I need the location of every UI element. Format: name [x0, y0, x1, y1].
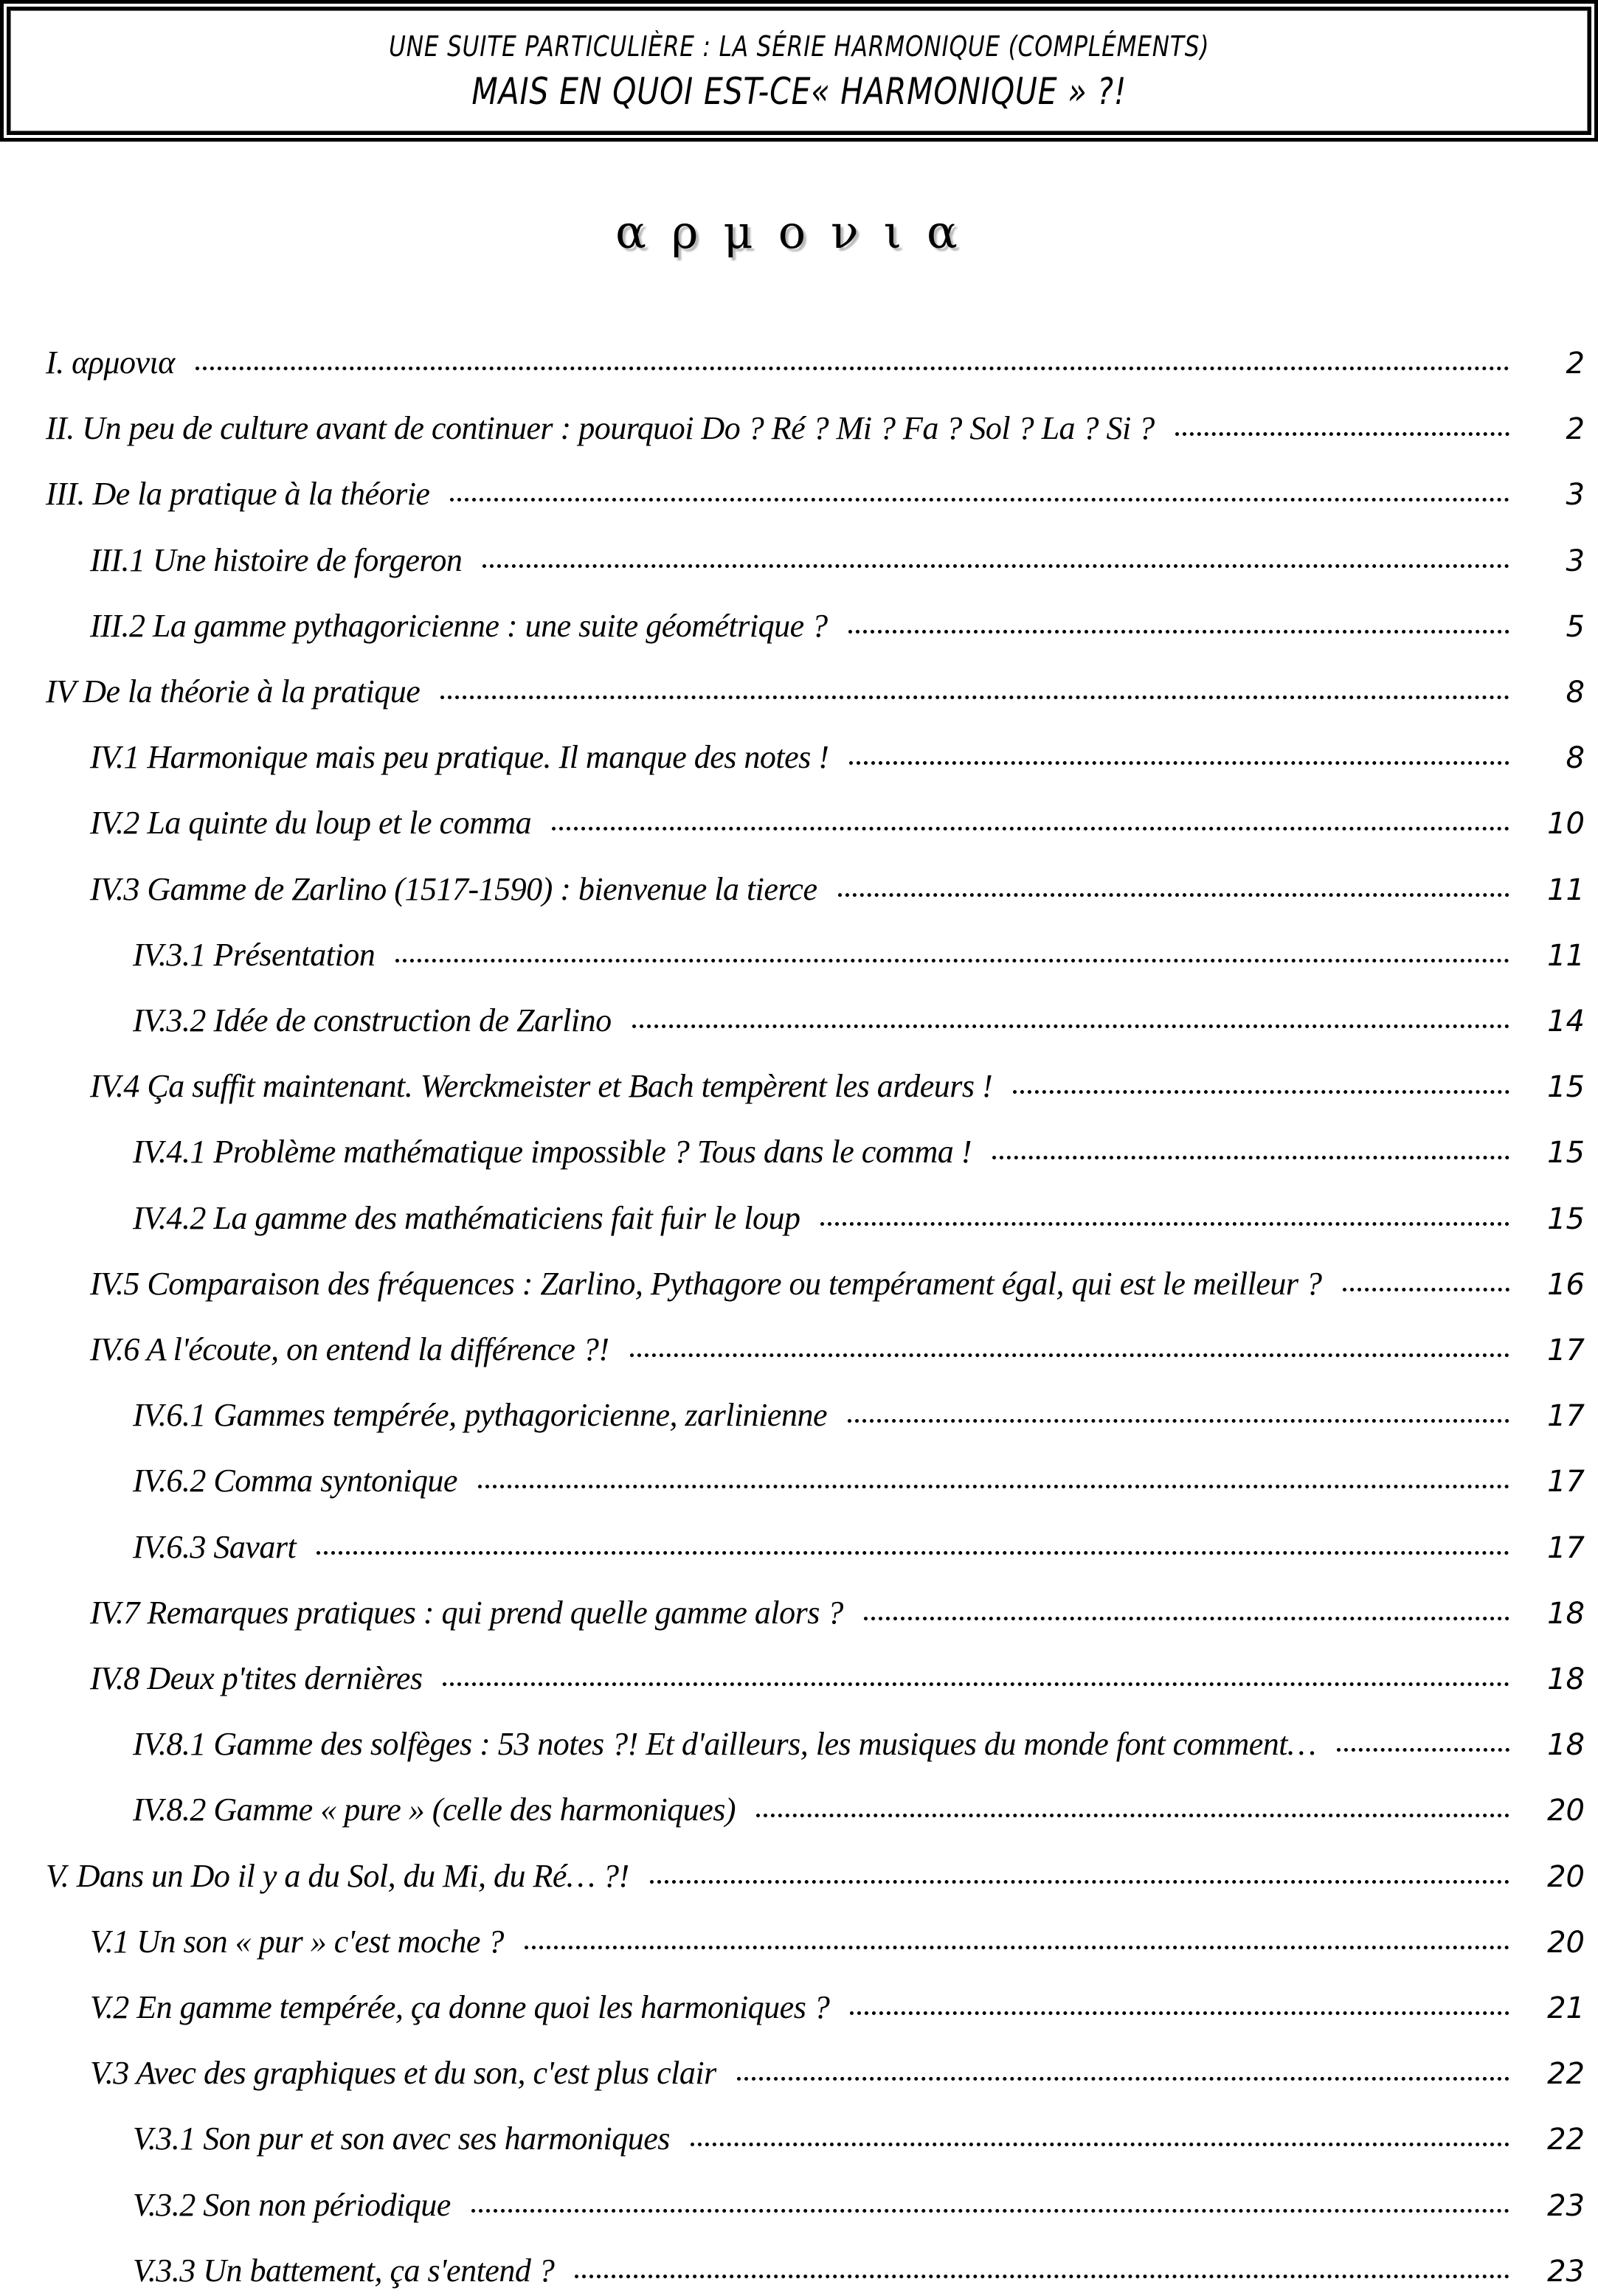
toc-page-number[interactable]: 10: [1547, 807, 1585, 841]
toc-page-number[interactable]: 20: [1547, 1794, 1585, 1828]
toc-dot-leader: [632, 1024, 1509, 1028]
document-subtitle: UNE SUITE PARTICULIÈRE : LA SÉRIE HARMONIQUE (COMPLÉMENTS): [388, 30, 1210, 63]
toc-page-number[interactable]: 22: [1547, 2057, 1585, 2091]
toc-page-number[interactable]: 11: [1547, 873, 1585, 907]
toc-entry-title[interactable]: V.3.2 Son non périodique: [133, 2187, 451, 2223]
toc-entry-title[interactable]: III. De la pratique à la théorie: [46, 476, 430, 512]
toc-entry[interactable]: [133, 1133, 1585, 1177]
toc-entry[interactable]: [133, 1199, 1585, 1244]
toc-dot-leader: [525, 1946, 1509, 1949]
toc-entry-title[interactable]: V.2 En gamme tempérée, ça donne quoi les harmoniques ?: [90, 1989, 830, 2025]
toc-page-number[interactable]: 14: [1547, 1005, 1585, 1038]
toc-dot-leader: [1175, 432, 1509, 436]
toc-entry-title[interactable]: IV.6 A l'écoute, on entend la différence ?!: [90, 1331, 609, 1367]
toc-page-number[interactable]: 2: [1566, 347, 1585, 381]
toc-page-number[interactable]: 3: [1566, 544, 1585, 578]
toc-entry-title[interactable]: IV.8.1 Gamme des solfèges : 53 notes ?! Et d'ailleurs, les musiques du monde font comment…: [133, 1726, 1316, 1762]
toc-entry[interactable]: [133, 1462, 1585, 1506]
toc-entry-title[interactable]: IV.3 Gamme de Zarlino (1517-1590) : bienvenue la tierce: [90, 871, 817, 907]
toc-entry[interactable]: [133, 1002, 1585, 1046]
toc-entry[interactable]: [90, 1067, 1585, 1111]
toc-entry-title[interactable]: II. Un peu de culture avant de continuer : pourquoi Do ? Ré ? Mi ? Fa ? Sol ? La ? Si ?: [46, 410, 1155, 446]
toc-entry-title[interactable]: IV.2 La quinte du loup et le comma: [90, 805, 532, 841]
toc-entry[interactable]: [133, 1725, 1585, 1769]
toc-dot-leader: [196, 367, 1509, 370]
toc-entry[interactable]: [90, 804, 1585, 848]
toc-page-number[interactable]: 17: [1547, 1333, 1585, 1367]
toc-entry-title[interactable]: V.1 Un son « pur » c'est moche ?: [90, 1924, 504, 1960]
toc-entry[interactable]: [46, 409, 1585, 454]
toc-page-number[interactable]: 18: [1547, 1662, 1585, 1696]
toc-entry-title[interactable]: IV.8 Deux p'tites dernières: [90, 1660, 423, 1696]
toc-entry[interactable]: [133, 1396, 1585, 1440]
toc-entry-title[interactable]: V.3.1 Son pur et son avec ses harmoniques: [133, 2120, 670, 2157]
toc-page-number[interactable]: 18: [1547, 1728, 1585, 1762]
toc-dot-leader: [440, 696, 1509, 699]
toc-entry-title[interactable]: IV.4 Ça suffit maintenant. Werckmeister et Bach tempèrent les ardeurs !: [90, 1068, 993, 1104]
toc-dot-leader: [478, 1485, 1509, 1488]
toc-dot-leader: [552, 827, 1509, 830]
document-header-box: [0, 0, 1598, 142]
document-title: MAIS EN QUOI EST-CE« HARMONIQUE » ?!: [471, 70, 1127, 113]
toc-page-number[interactable]: 17: [1547, 1399, 1585, 1433]
toc-entry-title[interactable]: IV.1 Harmonique mais peu pratique. Il manque des notes !: [90, 739, 829, 775]
toc-entry-title[interactable]: IV.8.2 Gamme « pure » (celle des harmoniques): [133, 1792, 736, 1828]
toc-entry[interactable]: [133, 2120, 1585, 2164]
toc-page-number[interactable]: 8: [1566, 741, 1585, 775]
toc-entry-title[interactable]: IV.7 Remarques pratiques : qui prend quelle gamme alors ?: [90, 1595, 843, 1631]
toc-page-number[interactable]: 23: [1547, 2255, 1585, 2289]
toc-dot-leader: [1013, 1090, 1509, 1094]
toc-page-number[interactable]: 5: [1566, 610, 1585, 644]
toc-dot-leader: [737, 2077, 1509, 2081]
toc-entry-title[interactable]: IV.6.1 Gammes tempérée, pythagoricienne, zarlinienne: [133, 1397, 827, 1433]
toc-dot-leader: [395, 959, 1509, 963]
toc-entry[interactable]: [90, 607, 1585, 651]
toc-entry[interactable]: [90, 738, 1585, 783]
toc-entry-title[interactable]: IV De la théorie à la pratique: [46, 673, 421, 710]
toc-dot-leader: [1337, 1748, 1509, 1752]
toc-entry-title[interactable]: IV.6.2 Comma syntonique: [133, 1463, 457, 1499]
toc-dot-leader: [1343, 1288, 1510, 1291]
greek-heading: αρμονια: [615, 205, 983, 259]
toc-page-number[interactable]: 15: [1547, 1136, 1585, 1170]
toc-page-number[interactable]: 17: [1547, 1531, 1585, 1565]
toc-dot-leader: [838, 893, 1510, 897]
toc-entry[interactable]: [90, 870, 1585, 915]
toc-page-number[interactable]: 17: [1547, 1465, 1585, 1499]
toc-entry-title[interactable]: IV.4.1 Problème mathématique impossible ? Tous dans le comma !: [133, 1134, 972, 1170]
toc-page-number[interactable]: 18: [1547, 1597, 1585, 1631]
toc-entry[interactable]: [46, 475, 1585, 519]
toc-entry[interactable]: [133, 1528, 1585, 1572]
toc-entry-title[interactable]: IV.3.1 Présentation: [133, 937, 376, 973]
toc-dot-leader: [471, 2209, 1509, 2213]
toc-dot-leader: [849, 761, 1509, 765]
toc-dot-leader: [630, 1353, 1509, 1357]
toc-entry[interactable]: [133, 2186, 1585, 2230]
toc-page-number[interactable]: 11: [1547, 939, 1585, 973]
toc-page-number[interactable]: 3: [1566, 478, 1585, 512]
toc-page-number[interactable]: 16: [1547, 1268, 1585, 1302]
toc-page-number[interactable]: 22: [1547, 2123, 1585, 2157]
toc-entry[interactable]: [90, 1331, 1585, 1375]
toc-entry-title[interactable]: IV.3.2 Idée de construction de Zarlino: [133, 1002, 612, 1038]
toc-page-number[interactable]: 15: [1547, 1202, 1585, 1236]
toc-entry-title[interactable]: IV.6.3 Savart: [133, 1529, 297, 1565]
toc-dot-leader: [848, 630, 1509, 634]
toc-entry-title[interactable]: V.3 Avec des graphiques et du son, c'est plus clair: [90, 2055, 716, 2091]
toc-entry[interactable]: [90, 1988, 1585, 2033]
toc-page-number[interactable]: 8: [1566, 676, 1585, 710]
toc-page-number[interactable]: 21: [1547, 1991, 1585, 2025]
toc-dot-leader: [850, 2011, 1509, 2015]
toc-entry[interactable]: [133, 936, 1585, 980]
toc-page-number[interactable]: 23: [1547, 2189, 1585, 2223]
toc-page-number[interactable]: 15: [1547, 1070, 1585, 1104]
toc-entry[interactable]: [46, 344, 1585, 388]
toc-dot-leader: [317, 1551, 1509, 1555]
toc-entry[interactable]: [90, 1594, 1585, 1638]
toc-entry[interactable]: [90, 541, 1585, 586]
toc-entry-title[interactable]: IV.5 Comparaison des fréquences : Zarlino, Pythagore ou tempérament égal, qui est le meilleur ?: [90, 1266, 1322, 1302]
toc-entry[interactable]: [90, 1265, 1585, 1309]
toc-dot-leader: [820, 1222, 1509, 1226]
toc-dot-leader: [443, 1682, 1509, 1686]
toc-dot-leader: [650, 1880, 1509, 1884]
toc-dot-leader: [992, 1156, 1509, 1159]
toc-entry[interactable]: [46, 1857, 1585, 1901]
toc-dot-leader: [848, 1419, 1509, 1423]
toc-dot-leader: [864, 1617, 1509, 1620]
toc-entry[interactable]: [90, 1659, 1585, 1704]
toc-entry[interactable]: [90, 2054, 1585, 2098]
toc-dot-leader: [482, 564, 1509, 568]
toc-entry-title[interactable]: III.2 La gamme pythagoricienne : une suite géométrique ?: [90, 608, 828, 644]
toc-page-number[interactable]: 20: [1547, 1860, 1585, 1894]
toc-entry[interactable]: [133, 2252, 1585, 2296]
toc-entry[interactable]: [46, 673, 1585, 717]
toc-page-number[interactable]: 2: [1566, 412, 1585, 446]
toc-entry-title[interactable]: I. αρμονια: [46, 344, 175, 381]
toc-page-number[interactable]: 20: [1547, 1926, 1585, 1960]
toc-entry-title[interactable]: IV.4.2 La gamme des mathématiciens fait fuir le loup: [133, 1200, 800, 1236]
toc-dot-leader: [691, 2143, 1509, 2146]
toc-entry-title[interactable]: V.3.3 Un battement, ça s'entend ?: [133, 2252, 555, 2289]
toc-entry[interactable]: [133, 1791, 1585, 1835]
toc-dot-leader: [575, 2275, 1509, 2278]
toc-entry[interactable]: [90, 1923, 1585, 1967]
toc-entry-title[interactable]: III.1 Une histoire de forgeron: [90, 542, 463, 578]
toc-dot-leader: [450, 498, 1509, 502]
toc-dot-leader: [756, 1814, 1509, 1817]
document-header-inner: [7, 7, 1591, 135]
toc-entry-title[interactable]: V. Dans un Do il y a du Sol, du Mi, du Ré… ?!: [46, 1858, 629, 1894]
